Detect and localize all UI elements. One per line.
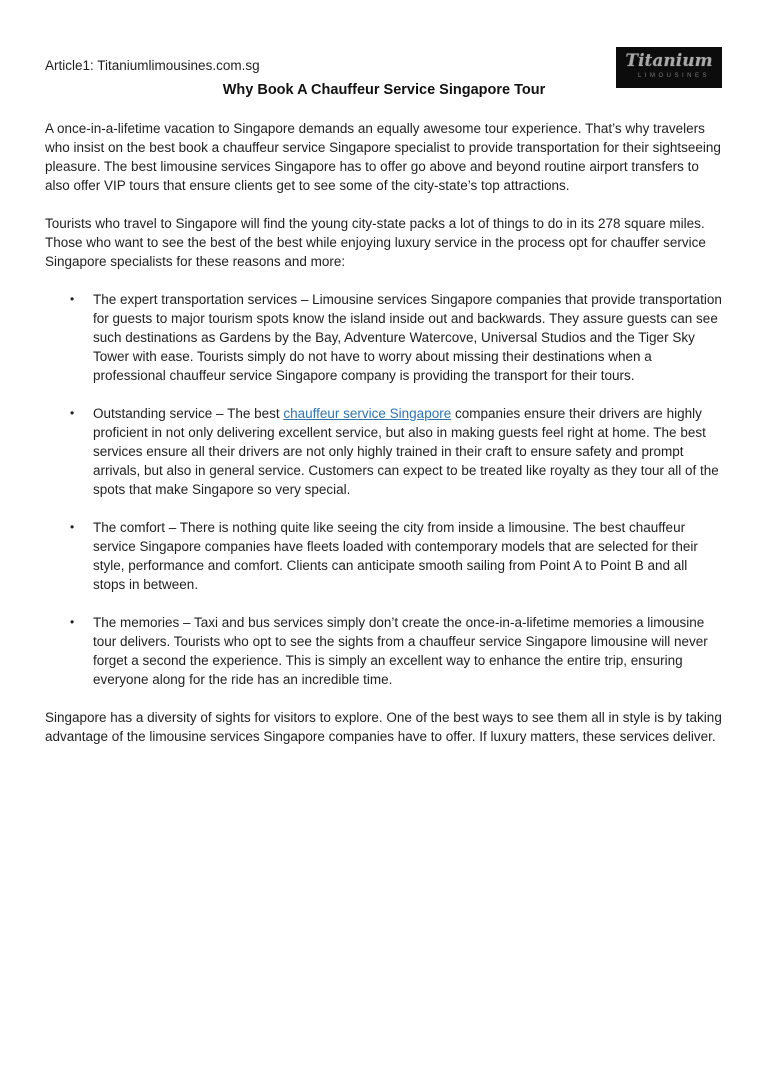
page-title: Why Book A Chauffeur Service Singapore Tour — [222, 82, 546, 98]
chauffeur-service-singapore-link[interactable]: chauffeur service Singapore — [283, 406, 452, 421]
bullet-icon: • — [70, 292, 75, 306]
list-item-expert-transportation — [70, 290, 723, 385]
bullet-icon: • — [70, 520, 75, 534]
bullet-text-after-link: companies ensure their drivers are highly proficient in not only delivering excellent service, but also in making guests feel right at home. The best services ensure all their drivers are not only highly trained in their craft to ensure safety and prompt arrivals, but also in general service. Customers can expect to be treated like royalty as they tour all of the spots that make Singapore so very special. — [93, 406, 719, 497]
logo-subtitle: LIMOUSINES — [637, 73, 710, 79]
bullet-text: The comfort – There is nothing quite like seeing the city from inside a limousine. The best chauffeur service Singapore companies have fleets loaded with contemporary models that are selected for their style, performance and comfort. Clients can anticipate smooth sailing from Point A to Point B and all stops in between. — [93, 520, 698, 592]
bullet-text: The memories – Taxi and bus services simply don’t create the once-in-a-lifetime memories a limousine tour delivers. Tourists who opt to see the sights from a chauffeur service Singapore limousine will never forget a second the experience. This is simply an excellent way to enhance the entire trip, ensuring everyone along for the ride has an incredible time. — [93, 615, 708, 687]
list-item-comfort — [70, 518, 723, 594]
bullet-text: The expert transportation services – Limousine services Singapore companies that provide transportation for guests to major tourism spots know the island inside out and backwards. They assure guests can see such destinations as Gardens by the Bay, Adventure Watercove, Universal Studios and the Tiger Sky Tower with ease. Tourists simply do not have to worry about missing their destinations when a professional chauffeur service Singapore company is providing the transport for their tours. — [93, 292, 722, 383]
reasons-list — [45, 290, 723, 689]
intro-paragraph: A once-in-a-lifetime vacation to Singapore demands an equally awesome tour experience. That’s why travelers who insist on the best book a chauffeur service Singapore specialist to provide transportation for their sightseeing pleasure. The best limousine services Singapore has to offer go above and beyond routine airport transfers to also offer VIP tours that ensure clients get to see some of the city-state’s top attractions. — [45, 121, 721, 193]
list-item-memories — [70, 613, 723, 689]
bullet-text-before-link: Outstanding service – The best — [93, 406, 284, 421]
second-paragraph: Tourists who travel to Singapore will find the young city-state packs a lot of things to do in its 278 square miles. Those who want to see the best of the best while enjoying luxury service in the process opt for chauffer service Singapore specialists for these reasons and more: — [45, 216, 706, 269]
titanium-limousines-logo — [616, 47, 722, 88]
article-source-label: Article1: Titaniumlimousines.com.sg — [45, 58, 260, 73]
list-item-outstanding-service — [70, 404, 723, 499]
bullet-icon: • — [70, 615, 75, 629]
logo-wordmark: Titanium — [625, 51, 713, 71]
closing-paragraph: Singapore has a diversity of sights for visitors to explore. One of the best ways to see them all in style is by taking advantage of the limousine services Singapore companies have to offer. If luxury matters, these services deliver. — [45, 710, 722, 744]
bullet-icon: • — [70, 406, 75, 420]
